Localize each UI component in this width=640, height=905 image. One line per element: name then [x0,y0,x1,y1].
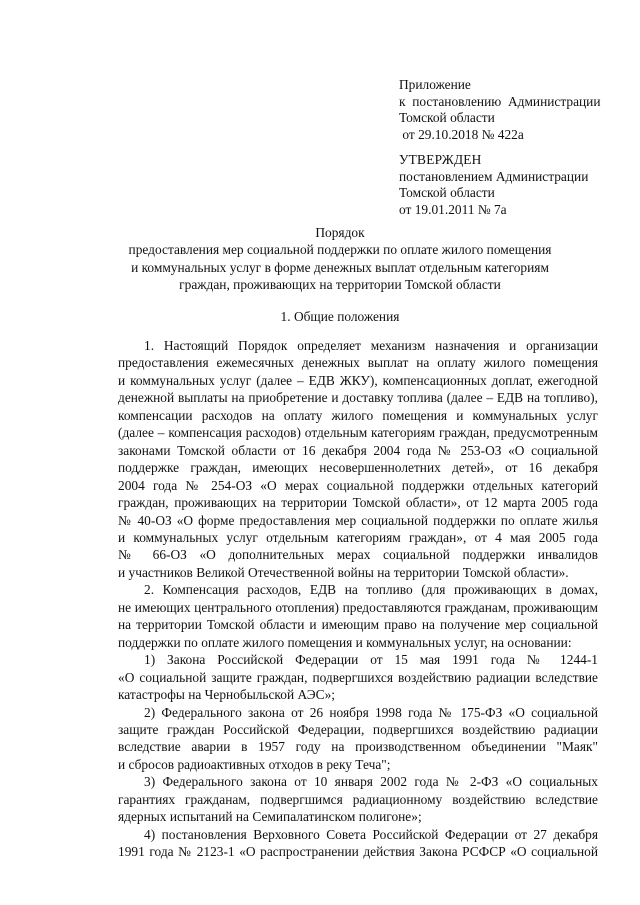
body-line: № 66-ОЗ «О дополнительных мерах социальной поддержки инвалидов [118,547,598,563]
section-heading: 1. Общие положения [280,309,400,324]
approved-line: постановлением Администрации [399,168,589,184]
document-title [100,224,580,294]
body-line: и коммунальных услуг отдельным категориям граждан», от 4 мая 2005 года [118,529,598,545]
body-line: 1991 года № 2123-1 «О распространении действия Закона РСФСР «О социальной [118,844,598,860]
body-line: денежной выплаты на приобретение и доставку топлива (далее – ЕДВ на топливо), [118,390,598,406]
body-line: защите граждан Российской Федерации, подвергшихся воздействию радиации [118,721,598,737]
body-line: предоставления ежемесячных денежных выплат на оплату жилого помещения [118,355,598,371]
body-line: гарантиях гражданам, подвергшимся радиационному воздействию вследствие [118,791,598,807]
appendix-line: к постановлению Администрации [399,93,601,109]
body-line: катастрофы на Чернобыльской АЭС»; [118,687,335,703]
approved-heading: УТВЕРЖДЕН [399,152,482,167]
body-line: и коммунальных услуг (далее – ЕДВ ЖКУ), компенсационных доплат, ежегодной [118,372,598,388]
body-line: 2004 года № 254-ОЗ «О мерах социальной поддержки отдельных категорий [118,477,598,493]
body-line: поддержки по оплате жилого помещения и коммунальных услуг, на основании: [118,634,572,650]
title-line: Порядок [315,225,365,240]
body-line: и сбросов радиоактивных отходов в реку Теча"; [118,756,391,772]
appendix-line: Томской области [399,110,495,126]
body-line: на территории Томской области и имеющим право на получение мер социальной [118,617,598,633]
appendix-block [399,77,609,143]
body-line: законами Томской области от 16 декабря 2004 года № 253-ОЗ «О социальной [118,442,598,458]
body-line: и участников Великой Отечественной войны на территории Томской области». [118,564,569,580]
approved-block [399,152,609,218]
body-line: ядерных испытаний на Семипалатинском полигоне»; [118,809,422,825]
body-line: 4) постановления Верховного Совета Российской Федерации от 27 декабря [144,826,598,842]
appendix-line: Приложение [399,77,471,92]
body-line: (далее – компенсация расходов) отдельным категориям граждан, предусмотренным [118,425,598,441]
appendix-line: от 29.10.2018 № 422а [399,126,524,142]
body-line: № 40-ОЗ «О форме предоставления мер социальной поддержки по оплате жилья [118,512,598,528]
title-line: граждан, проживающих на территории Томской области [179,277,501,293]
body-line: вследствие аварии в 1957 году на производственном объединении "Маяк" [118,739,598,755]
body-line: «О социальной защите граждан, подвергшихся воздействию радиации вследствие [118,669,598,685]
title-line: предоставления мер социальной поддержки по оплате жилого помещения [128,242,552,258]
approved-line: от 19.01.2011 № 7а [399,201,507,217]
body-line: 1. Настоящий Порядок определяет механизм назначения и организации [144,338,598,353]
approved-line: Томской области [399,185,495,201]
body-line: не имеющих центрального отопления) предоставляются гражданам, проживающим [118,599,598,615]
body-line: компенсации расходов на оплату жилого помещения и коммунальных услуг [118,407,598,423]
body-line: 3) Федерального закона от 10 января 2002 года № 2-ФЗ «О социальных [144,774,598,790]
title-line: и коммунальных услуг в форме денежных выплат отдельным категориям [131,259,549,275]
body-line: граждан, проживающих на территории Томской области», от 12 марта 2005 года [118,495,598,511]
body-line: 1) Закона Российской Федерации от 15 мая 1991 года № 1244-1 [144,652,598,668]
body-text [118,337,598,861]
body-line: 2) Федерального закона от 26 ноября 1998 года № 175-ФЗ «О социальной [144,704,598,720]
body-line: поддержке граждан, имеющих несовершеннолетних детей», от 16 декабря [118,460,598,476]
body-line: 2. Компенсация расходов, ЕДВ на топливо (для проживающих в домах, [144,582,598,598]
